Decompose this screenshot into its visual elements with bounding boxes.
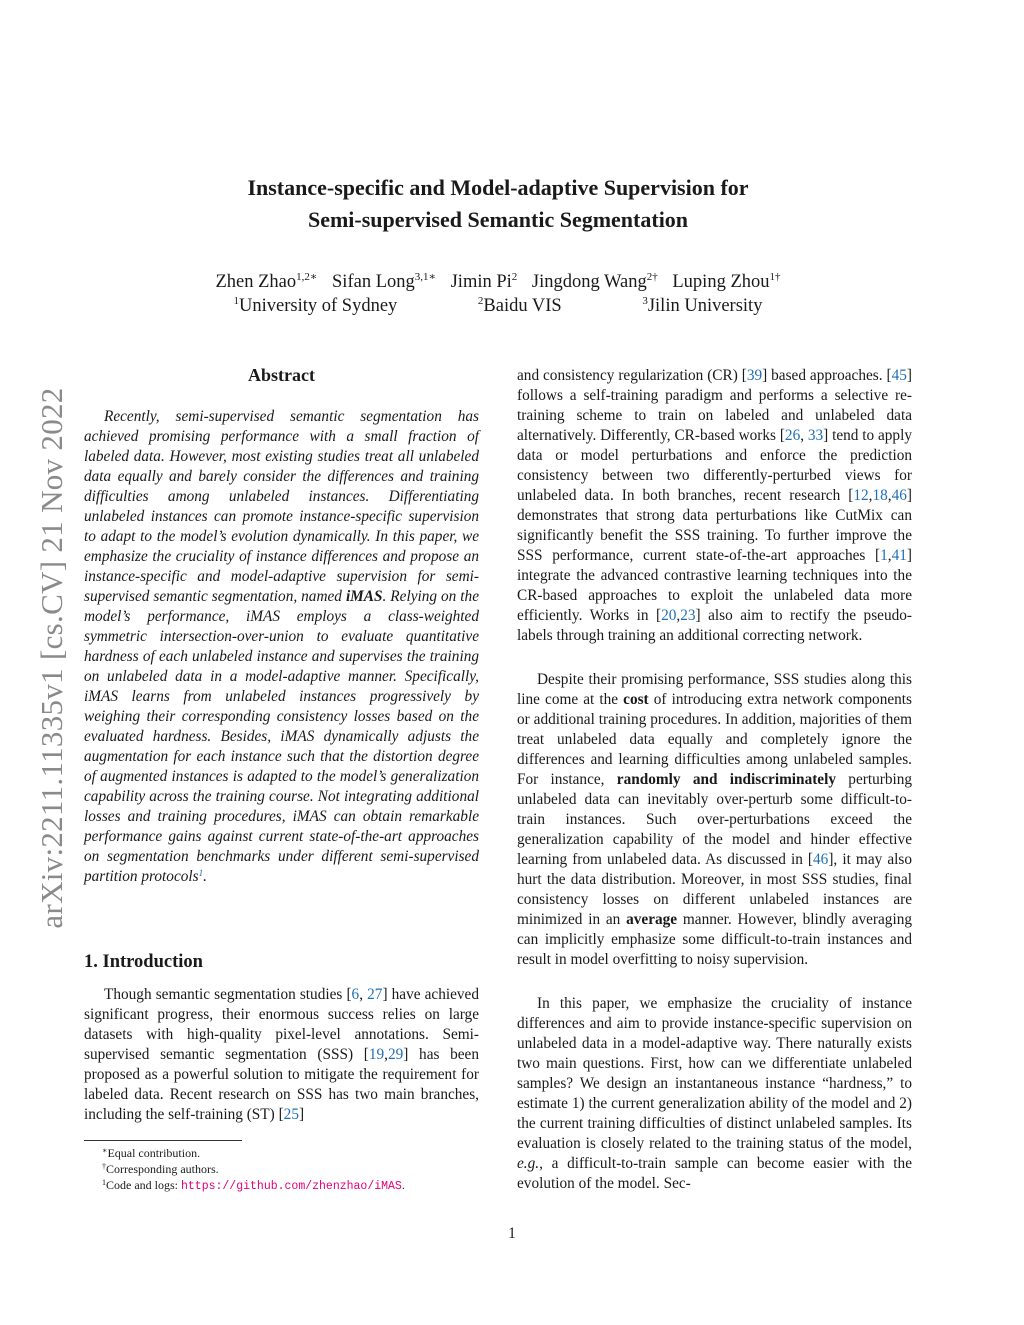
citation-link[interactable]: 20 (661, 607, 677, 624)
citation-link[interactable]: 41 (891, 547, 907, 564)
title-line-2: Semi-supervised Semantic Segmentation (307, 207, 689, 232)
right-paragraph-3: In this paper, we emphasize the cruciality of instance differences and aim to provide instance-specific supervision on unlabeled data in a model-adaptive way. There naturally exists two main questions. First, how can we differentiate unlabeled samples? We design an instantaneous instance “hardness,” to estimate 1) the current generalization ability of the model and 2) the current training difficulties of distinct unlabeled samples. Its evaluation is closely related to the training status of the model, e.g., a difficult-to-train sample can become easier with the evolution of the model. Sec- (517, 995, 912, 1192)
citation-link[interactable]: 33 (807, 427, 824, 444)
author: Jingdong Wang$^{2\dagger}$ (531, 271, 658, 292)
citation-link[interactable]: 46 (813, 851, 829, 868)
title-line-1: Instance-specific and Model-adaptive Supervision for (247, 175, 749, 200)
right-paragraph-2: Despite their promising performance, SSS studies along this line come at the cost of introducing extra network components or additional training procedures. In addition, majorities of them treat unlabeled data equally and completely ignore the differences and learning difficulties among unlabeled samples. For instance, randomly and indiscriminately perturbing unlabeled data can inevitably over-perturb some difficult-to-train instances. Such over-perturbations exceed the generalization capability of the model and hinder effective learning from unlabeled data. As discussed in [46], it may also hurt the data distribution. Moreover, in most SSS studies, final consistency losses on different unlabeled instances are minimized in an average manner. However, blindly averaging can implicitly emphasize some difficult-to-train instances and result in model overfitting to noisy supervision. (517, 671, 913, 968)
author: Sifan Long$^{3,1∗}$ (332, 271, 436, 292)
citation-link[interactable]: 39 (746, 367, 763, 384)
citation-link[interactable]: 46 (891, 487, 907, 504)
footnote-rule (84, 1140, 242, 1141)
footnote: ∗Equal contribution. (102, 1146, 201, 1160)
author: Jimin Pi$^2$ (450, 271, 518, 292)
footnote-link[interactable]: 1 (198, 868, 204, 878)
footnote: $^1$Code and logs: https://github.com/zhenzhao/iMAS. (102, 1178, 405, 1193)
citation-link[interactable]: 27 (367, 986, 383, 1003)
abstract-heading: Abstract (248, 365, 315, 385)
citation-link[interactable]: 12 (853, 487, 869, 504)
author: Zhen Zhao$^{1,2∗}$ (215, 271, 318, 292)
code-url-link[interactable]: https://github.com/zhenzhao/iMAS (181, 1180, 402, 1193)
page-number: 1 (508, 1225, 516, 1242)
right-paragraph-1: and consistency regularization (CR) [39] based approaches. [45] follows a self-training paradigm and performs a selective re-training scheme to train on labeled and unlabeled data alternatively. Differently, CR-based works [26, 33] tend to apply data or model perturbations and enforce the prediction consistency between two differently-perturbed views for unlabeled data. In both branches, recent research [12,18,46] demonstrates that strong data perturbations like CutMix can significantly benefit the SSS training. To further improve the SSS performance, current state-of-the-art approaches [1,41] integrate the advanced contrastive learning techniques into the CR-based approaches to exploit the unlabeled data more efficiently. Works in [20,23] also aim to rectify the pseudo-labels through training an additional correcting network. (517, 367, 912, 644)
paper-title (140, 172, 856, 236)
citation-link[interactable]: 45 (891, 367, 907, 384)
citation-link[interactable]: 23 (680, 607, 696, 624)
citation-link[interactable]: 1 (880, 547, 888, 564)
abstract-body: Recently, semi-supervised semantic segmentation has achieved promising performance with a small fraction of labeled data. However, most existing studies treat all unlabeled data equally and barely consider the differences and training difficulties among unlabeled instances. Differentiating unlabeled instances can promote instance-specific supervision to adapt to the model’s evolution dynamically. In this paper, we emphasize the cruciality of instance differences and propose an instance-specific and model-adaptive supervision for semi-supervised semantic segmentation, named iMAS. Relying on the model’s performance, iMAS employs a class-weighted symmetric intersection-over-union to evaluate quantitative hardness of each unlabeled instance and supervises the training on unlabeled data in a model-adaptive manner. Specifically, iMAS learns from unlabeled instances progressively by weighing their corresponding consistency losses based on the evaluated hardness. Besides, iMAS dynamically adjusts the augmentation for each instance such that the distortion degree of augmented instances is adapted to the model’s generalization capability across the training course. Not integrating additional losses and training procedures, iMAS can obtain remarkable performance gains against current state-of-the-art approaches on segmentation benchmarks under different semi-supervised partition protocols$^1$. (84, 408, 479, 885)
affiliation-list (140, 294, 856, 318)
citation-link[interactable]: 29 (387, 1046, 404, 1063)
citation-link[interactable]: 18 (872, 487, 888, 504)
method-name: iMAS (345, 588, 383, 605)
citation-link[interactable]: 19 (368, 1046, 385, 1063)
section-heading-introduction: 1. Introduction (84, 952, 203, 972)
author: Luping Zhou$^{1\dagger}$ (672, 271, 781, 292)
intro-paragraph: Though semantic segmentation studies [6, 27] have achieved significant progress, their enormous success relies on large datasets with high-quality pixel-level annotations. Semi-supervised semantic segmentation (SSS) [19,29] has been proposed as a powerful solution to mitigate the requirement for labeled data. Recent research on SSS has two main branches, including the self-training (ST) [25] (84, 986, 479, 1123)
citation-link[interactable]: 25 (283, 1106, 299, 1123)
citation-link[interactable]: 26 (784, 427, 801, 444)
footnote: †Corresponding authors. (102, 1162, 219, 1176)
affiliation: $^1$University of Sydney (233, 295, 398, 316)
author-list (140, 270, 856, 294)
arxiv-identifier: arXiv:2211.11335v1 [cs.CV] 21 Nov 2022 (34, 387, 69, 929)
citation-link[interactable]: 6 (351, 986, 360, 1003)
affiliation: $^2$Baidu VIS (477, 295, 562, 316)
affiliation: $^3$Jilin University (642, 295, 763, 316)
footnotes (84, 1145, 479, 1195)
